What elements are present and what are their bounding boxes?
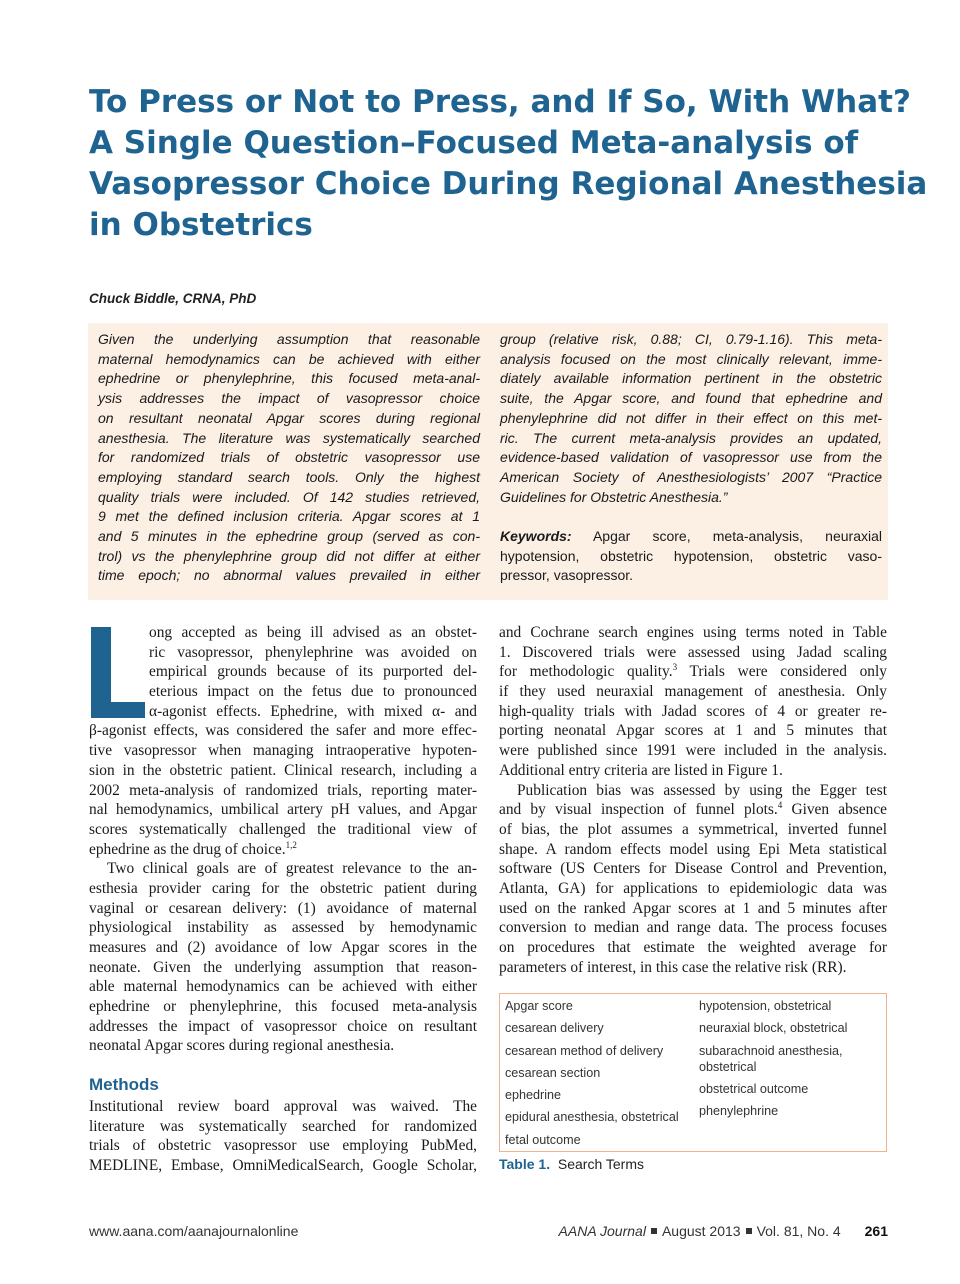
body-line: scores systematically challenged the traditional view of <box>89 820 477 838</box>
abstract-box <box>88 323 888 600</box>
abstract-line: evidence-based validation of vasopressor use from the <box>500 449 882 466</box>
abstract-right-column <box>500 330 882 586</box>
table-cell: cesarean method of delivery <box>505 1043 664 1058</box>
body-line: addresses the impact of vasopressor choice on resultant <box>89 1017 477 1035</box>
abstract-line: trol) vs the phenylephrine group did not differ at either <box>98 547 480 564</box>
abstract-line: group (relative risk, 0.88; CI, 0.79-1.16). This meta- <box>500 331 882 347</box>
body-line: shape. A random effects model using Epi Meta statistical <box>499 840 887 858</box>
body-line: vaginal or cesarean delivery: (1) avoidance of maternal <box>89 899 477 917</box>
footer-date: August 2013 <box>661 1223 741 1239</box>
table-cell: fetal outcome <box>505 1132 581 1147</box>
body-line: if they used neuraxial management of anesthesia. Only <box>499 683 887 701</box>
table-1-search-terms <box>499 993 887 1152</box>
body-line: on procedures that estimate the weighted average for <box>499 939 887 956</box>
abstract-line: maternal hemodynamics can be achieved with either <box>98 350 480 367</box>
methods-body <box>89 1097 477 1176</box>
body-line: used on the ranked Apgar scores at 1 and 5 minutes after <box>499 899 887 917</box>
citation-superscript: 4 <box>777 800 783 811</box>
body-line: eterious impact on the fetus due to pronounced <box>149 683 477 701</box>
body-line: neonate. Given the underlying assumption that reason- <box>89 958 477 976</box>
body-line: neonatal Apgar scores during regional anesthesia. <box>89 1037 395 1055</box>
body-line: ephedrine or phenylephrine, this focused meta-analysis <box>89 998 477 1016</box>
abstract-line: ephedrine or phenylephrine, this focused meta-anal- <box>98 370 480 387</box>
keywords-line: pressor, vasopressor. <box>500 567 634 584</box>
body-line: β-agonist effects, was considered the safer and more effec- <box>89 722 477 740</box>
table-cell: obstetrical outcome <box>699 1081 809 1096</box>
body-line: tive vasopressor when managing intraoperative hypoten- <box>89 742 477 760</box>
body-left-column <box>89 623 477 1056</box>
table-column-1 <box>505 998 679 1154</box>
body-line: Atlanta, GA) for applications to epidemiologic data was <box>499 879 887 897</box>
body-line <box>89 840 477 860</box>
abstract-line: on resultant neonatal Apgar scores during regional <box>98 409 480 426</box>
page-number: 261 <box>864 1223 888 1239</box>
body-line: 1. Discovered trials were assessed using Jadad scaling <box>499 643 887 661</box>
body-line: esthesia provider caring for the obstetric patient during <box>89 879 477 897</box>
methods-heading: Methods <box>89 1075 159 1094</box>
body-line: 2002 meta-analysis of randomized trials, reporting mater- <box>89 781 477 799</box>
abstract-line: ysis addresses the impact of vasopressor choice <box>98 390 480 407</box>
abstract-line: 9 met the defined inclusion criteria. Apgar scores at 1 <box>98 508 480 525</box>
citation-superscript: 3 <box>672 662 678 673</box>
keywords-line <box>500 527 882 547</box>
body-line: α-agonist effects. Ephedrine, with mixed α- and <box>149 702 477 720</box>
table-cell: cesarean delivery <box>505 1021 604 1036</box>
abstract-line: employing standard search tools. Only the highest <box>98 468 480 485</box>
abstract-line: ric. The current meta-analysis provides an updated, <box>500 429 882 446</box>
body-text: for methodologic quality. <box>499 663 673 681</box>
table-cell: ephedrine <box>505 1088 562 1103</box>
abstract-line: and 5 minutes in the ephedrine group (served as con- <box>98 528 480 545</box>
table-column-2 <box>699 998 879 1125</box>
article-title <box>89 82 928 246</box>
footer-volume: Vol. 81, No. 4 <box>756 1223 841 1239</box>
body-line: ric vasopressor, phenylephrine was avoided on <box>149 643 477 661</box>
square-bullet-icon <box>746 1228 752 1234</box>
body-right-column <box>499 623 887 977</box>
abstract-line: suite, the Apgar score, and found that ephedrine and <box>500 390 882 407</box>
table-cell: Apgar score <box>505 999 573 1013</box>
author-byline: Chuck Biddle, CRNA, PhD <box>89 291 257 306</box>
abstract-line: time epoch; no abnormal values prevailed in either <box>98 567 480 584</box>
table-cell: cesarean section <box>505 1065 601 1080</box>
abstract-line: Given the underlying assumption that reasonable <box>98 331 480 347</box>
body-line: MEDLINE, Embase, OmniMedicalSearch, Google Scholar, <box>89 1157 477 1175</box>
body-line: trials of obstetric vasopressor use employing PubMed, <box>89 1137 477 1155</box>
body-line <box>499 800 887 820</box>
body-line: able maternal hemodynamics can be achieved with either <box>89 978 477 996</box>
abstract-line: quality trials were included. Of 142 studies retrieved, <box>98 488 480 505</box>
table-cell: neuraxial block, obstetrical <box>699 1021 848 1036</box>
body-line: software (US Centers for Disease Control and Prevention, <box>499 860 887 878</box>
abstract-line: for randomized trials of obstetric vasopressor use <box>98 449 480 466</box>
body-line: literature was systematically searched for randomized <box>89 1117 477 1135</box>
title-line-4: in Obstetrics <box>89 207 313 243</box>
table-cell: epidural anesthesia, obstetrical <box>505 1110 679 1125</box>
title-line-2: A Single Question–Focused Meta-analysis of <box>89 125 859 161</box>
body-line: were published since 1991 were included in the analysis. <box>499 742 887 760</box>
body-line: ong accepted as being ill advised as an obstet- <box>149 624 477 641</box>
body-line: and Cochrane search engines using terms noted in Table <box>499 624 887 641</box>
keywords <box>500 527 882 586</box>
abstract-line: diately available information pertinent in the obstetric <box>500 370 882 387</box>
body-line: parameters of interest, in this case the relative risk (RR). <box>499 958 847 976</box>
table-caption-label: Table 1. <box>499 1156 551 1172</box>
keywords-text: Apgar score, meta-analysis, neuraxial <box>592 528 882 545</box>
title-line-3: Vasopressor Choice During Regional Anesthesia <box>89 166 928 202</box>
table-cell: hypotension, obstetrical <box>699 999 832 1013</box>
body-line: nal hemodynamics, umbilical artery pH values, and Apgar <box>89 801 477 819</box>
footer-citation <box>559 1223 888 1239</box>
body-line: measures and (2) avoidance of low Apgar scores in the <box>89 939 477 956</box>
keywords-label: Keywords: <box>500 528 572 545</box>
footer-journal: AANA Journal <box>558 1223 646 1239</box>
body-line: sion in the obstetric patient. Clinical research, including a <box>89 761 477 779</box>
body-line: Institutional review board approval was waived. The <box>89 1098 477 1115</box>
table-caption-text: Search Terms <box>557 1156 644 1172</box>
body-line: Publication bias was assessed by using the Egger test <box>517 781 887 799</box>
body-line: of bias, the plot assumes a symmetrical, inverted funnel <box>499 820 887 838</box>
body-text: Given absence <box>791 801 887 819</box>
body-line: porting neonatal Apgar scores at 1 and 5 minutes that <box>499 722 887 740</box>
body-text: Trials were considered only <box>689 663 887 681</box>
abstract-line: American Society of Anesthesiologists’ 2007 “Practice <box>500 468 882 485</box>
body-line <box>499 662 887 682</box>
abstract-line: analysis focused on the most clinically relevant, imme- <box>500 350 882 367</box>
body-line: Additional entry criteria are listed in Figure 1. <box>499 761 783 779</box>
table-cell: subarachnoid anesthesia, obstetrical <box>699 1043 843 1074</box>
table-caption <box>499 1156 644 1172</box>
footer-url: www.aana.com/aanajournalonline <box>89 1223 299 1239</box>
keywords-line: hypotension, obstetric hypotension, obstetric vaso- <box>500 547 882 564</box>
body-line: physiological instability as assessed by hemodynamic <box>89 919 477 937</box>
table-cell: phenylephrine <box>699 1104 779 1119</box>
abstract-line: Guidelines for Obstetric Anesthesia.” <box>500 488 728 505</box>
body-line: high-quality trials with Jadad scores of 4 or greater re- <box>499 702 887 720</box>
square-bullet-icon <box>651 1228 657 1234</box>
abstract-line: phenylephrine did not differ in their effect on this met- <box>500 409 882 426</box>
abstract-line: anesthesia. The literature was systematically searched <box>98 429 480 446</box>
body-text: and by visual inspection of funnel plots. <box>499 801 778 819</box>
body-line: empirical grounds because of its purported del- <box>149 663 477 681</box>
body-text: ephedrine as the drug of choice. <box>89 840 286 858</box>
body-line: Two clinical goals are of greatest relevance to the an- <box>107 860 477 878</box>
citation-superscript: 1,2 <box>285 839 297 850</box>
title-line-1: To Press or Not to Press, and If So, With What? <box>89 84 911 120</box>
body-line: conversion to median and range data. The process focuses <box>499 919 887 937</box>
abstract-left-column <box>98 330 480 586</box>
